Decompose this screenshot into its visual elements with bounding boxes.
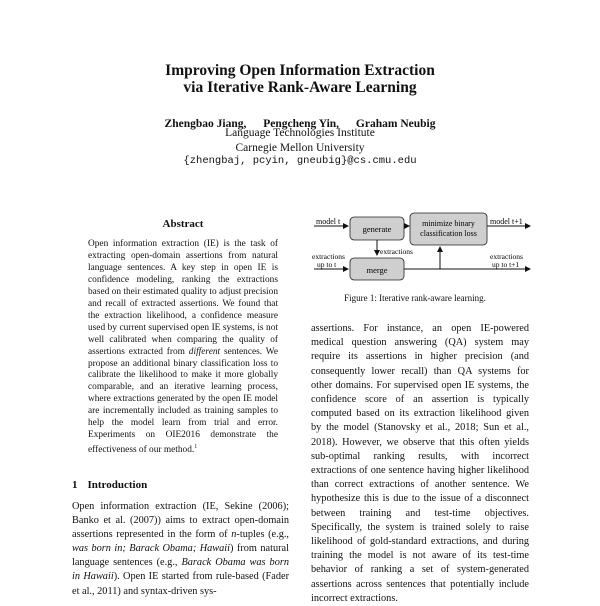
label-extr-up-t-2: up to t — [317, 260, 337, 269]
merge-label: merge — [366, 265, 388, 275]
author-email: {zhengbaj, pcyin, gneubig}@cs.cmu.edu — [183, 155, 417, 167]
intro-example-1: was born in; Barack Obama; Hawaii — [72, 543, 231, 555]
generate-label: generate — [362, 224, 392, 234]
intro-italic-n: n — [231, 529, 237, 541]
label-extractions-mid: extractions — [380, 247, 413, 256]
author-3: Graham Neubig — [355, 118, 436, 130]
footnote-mark: 1 — [194, 444, 198, 451]
title-line-1: Improving Open Information Extraction — [165, 62, 435, 79]
label-model-t1: model t+1 — [490, 217, 523, 226]
right-column-paragraph: assertions. For instance, an open IE-powered medical question answering (QA) system may require its assertions in higher precision (and consequently lower recall) than QA systems for other domains. For supervised open IE systems, the confidence score of an assertion is typically computed based on its extraction likelihood given by the model (Stanovsky et al., 2018; Sun et al., 2018). However, we observe that this often yields sub-optimal ranking results, with incorrect extractions of one sentence having higher likelihood than correct extractions of another sentence. We hypothesize this is due to the issue of a disconnect between training and test-time objectives. Specifically, the system is trained solely to raise likelihood of gold-standard extractions, and during training the model is not aware of its test-time behavior of ranking a set of system-generated assertions across sentences that potentially include incorrect extractions. — [311, 323, 529, 604]
figure-1-diagram — [300, 205, 535, 285]
label-extr-up-t-1: extractions — [312, 252, 345, 261]
figure-caption: Figure 1: Iterative rank-aware learning. — [344, 293, 486, 303]
intro-text-4: ). Open IE started from rule-based (Fader et al., 2011) and syntax-driven sys- — [72, 571, 289, 597]
section-number: 1 — [72, 479, 78, 491]
author-1: Zhengbao Jiang, — [164, 118, 247, 130]
minimize-line-2: classification loss — [420, 229, 477, 238]
abstract-text-b: sentences. We propose an additional binary classification loss to calibrate the likelihood to make it more globally comparable, and an iterative learning process, where extractions generated by the open IE model are incrementally included as training samples to help the model learn from trial and error. Experiments on OIE2016 demonstrate the effectiveness of our method. — [88, 346, 278, 456]
section-title: Introduction — [87, 479, 148, 491]
minimize-line-1: minimize binary — [422, 219, 475, 228]
label-model-t: model t — [316, 217, 341, 226]
label-extr-up-t1-1: extractions — [490, 252, 523, 261]
affiliation-line-2: Carnegie Mellon University — [235, 142, 365, 154]
label-extr-up-t1-2: up to t+1 — [492, 260, 520, 269]
abstract-heading: Abstract — [162, 218, 204, 230]
section-heading-introduction — [72, 479, 147, 491]
abstract-text-a: Open information extraction (IE) is the task of extracting open-domain assertions from natural language sentences. A key step in open IE is confidence modeling, ranking the extractions based on their estimated quality to adjust precision and recall of extracted assertions. We found that the extraction likelihood, a confidence measure used by current supervised open IE systems, is not well calibrated when comparing the quality of assertions extracted from — [88, 239, 278, 357]
intro-text-2: -tuples (e.g., — [236, 529, 289, 541]
intro-text-1: Open information extraction (IE, Sekine (2006); Banko et al. (2007)) aims to extract open-domain assertions represented in the form of — [72, 501, 289, 541]
intro-paragraph — [72, 500, 289, 599]
intro-text-3: ) from natural language sentences (e.g., — [72, 543, 289, 569]
abstract-italic: different — [188, 346, 221, 357]
title-line-2: via Iterative Rank-Aware Learning — [183, 79, 417, 96]
intro-example-2: Barack Obama was born in Hawaii — [72, 557, 289, 583]
author-2: Pengcheng Yin, — [263, 118, 340, 130]
affiliation-line-1: Language Technologies Institute — [225, 127, 375, 139]
abstract-body — [88, 239, 278, 457]
paper-title — [0, 62, 600, 96]
